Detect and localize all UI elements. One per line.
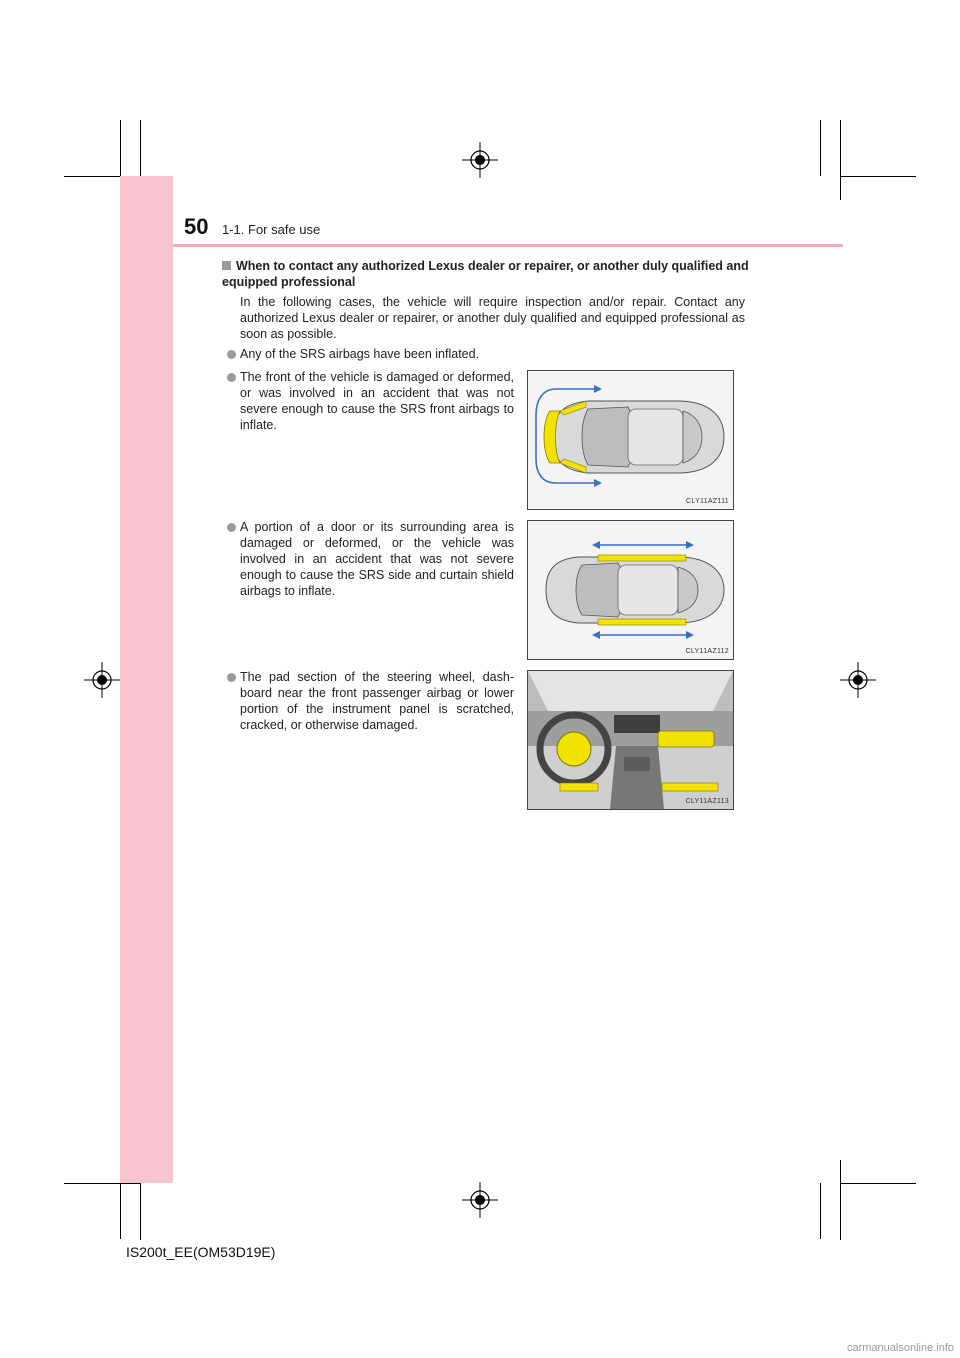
round-bullet-icon [227,350,236,359]
intro-paragraph: In the following cases, the vehicle will require inspection and/or repair. Contact any authorized Lexus dealer or repairer, or another duly qualified and equipped professional as soon as possible. [240,295,745,341]
car-top-view-illustration [528,521,733,659]
subsection-heading-text: When to contact any authorized Lexus dealer or repairer, or another duly qualified and equipped professional [222,259,749,289]
round-bullet-icon [227,673,236,682]
watermark: carmanualsonline.info [846,1342,954,1354]
list-item [240,669,514,733]
list-item [240,346,745,362]
figure-code: CLY11AZ113 [685,798,729,805]
list-item-text: The front of the vehicle is damaged or deformed, or was involved in an accident that was not severe enough to cause the SRS front airbags to inflate. [240,370,514,432]
figure-code: CLY11AZ112 [685,648,729,655]
figure-code: CLY11AZ111 [686,498,729,505]
page-number: 50 [184,214,209,239]
list-item [240,369,514,433]
round-bullet-icon [227,523,236,532]
list-item-text: A portion of a door or its surrounding area is damaged or deformed, or the vehicle was involved in an accident that was not severe enough to cause the SRS side and curtain shield airbags to inflate. [240,520,514,598]
document-code: IS200t_EE(OM53D19E) [126,1244,276,1260]
figure-side-damage [527,520,734,660]
list-item-text: Any of the SRS airbags have been inflated. [240,347,480,361]
registration-mark-bottom [462,1182,498,1218]
subsection-heading [222,258,752,290]
registration-mark-left [84,662,120,698]
square-bullet-icon [222,261,231,270]
section-title: 1-1. For safe use [222,222,321,237]
car-top-view-illustration [528,371,733,509]
registration-mark-right [840,662,876,698]
list-item-text: The pad section of the steering wheel, dash-board near the front passenger airbag or lower portion of the instrument panel is scratched, cracked, or otherwise damaged. [240,670,514,732]
registration-mark-top [462,142,498,178]
list-item [240,519,514,599]
page-margin-band [120,176,173,1183]
figure-front-damage [527,370,734,510]
dashboard-illustration [528,671,733,809]
figure-dashboard-damage [527,670,734,810]
header-rule [173,244,843,247]
round-bullet-icon [227,373,236,382]
